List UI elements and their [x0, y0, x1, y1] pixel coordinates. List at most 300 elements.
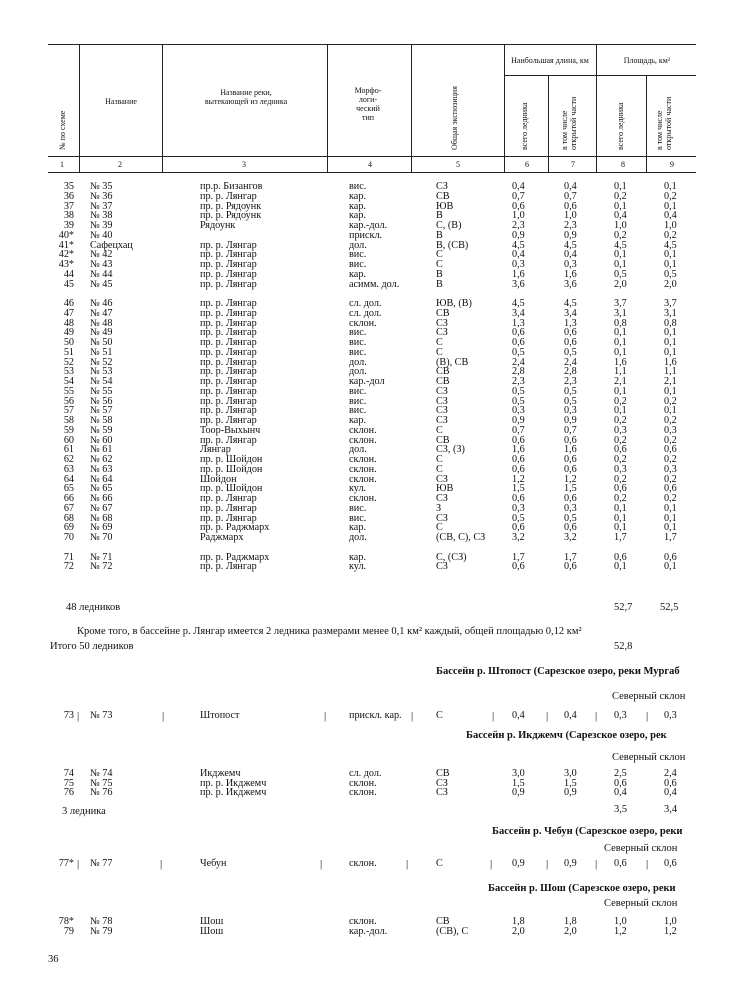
cell-number: 63	[63, 463, 74, 475]
cell-length-open: 0,5	[564, 395, 577, 407]
cell-exposure: С	[436, 858, 443, 869]
cell-name: № 67	[90, 502, 113, 514]
cell-length: 1,6	[512, 268, 525, 280]
cell-river: Тоор-Выхынч	[200, 424, 261, 436]
cell-area-open: 0,1	[664, 405, 677, 417]
cell-length: 3,2	[512, 532, 525, 543]
column-separator: |	[646, 858, 649, 870]
ikdzhemch-area: 3,5	[614, 804, 628, 815]
cell-exposure: С	[436, 454, 443, 465]
cell-type: асимм. дол.	[349, 278, 400, 290]
cell-area-open: 0,3	[664, 710, 677, 721]
cell-river: пр. р. Лянгар	[200, 249, 257, 261]
cell-area-open: 0,2	[664, 434, 677, 446]
cell-area: 0,1	[614, 249, 627, 261]
cell-type: вис.	[349, 181, 367, 192]
basin-title-shtopost: Бассейн р. Штопост (Сарезское озеро, реки Мургаб	[436, 666, 680, 677]
cell-river: пр. р. Рядоунк	[200, 200, 262, 212]
cell-area-open: 0,1	[664, 561, 677, 573]
cell-type: склон.	[349, 787, 377, 798]
cell-exposure: С	[436, 424, 443, 436]
cell-length-open: 0,3	[564, 502, 577, 514]
basin-title-shosh: Бассейн р. Шош (Сарезское озеро, реки	[488, 883, 676, 894]
cell-name: № 49	[90, 327, 113, 339]
cell-area-open: 0,5	[664, 268, 677, 280]
cell-name: № 60	[90, 434, 113, 446]
cell-river: пр. р. Лянгар	[200, 493, 257, 504]
cell-name: № 50	[90, 337, 113, 348]
cell-number: 75	[63, 777, 74, 789]
cell-area-open: 0,3	[664, 463, 677, 475]
cell-area: 0,1	[614, 327, 627, 339]
cell-type: прискл.	[349, 229, 383, 241]
cell-exposure: В, (СВ)	[436, 239, 469, 251]
cell-name: № 48	[90, 317, 113, 329]
cell-exposure: СЗ	[436, 327, 448, 339]
cell-length-open: 0,6	[564, 434, 577, 446]
cell-type: сл. дол.	[349, 307, 382, 319]
cell-type: вис.	[349, 346, 367, 358]
cell-river: пр. р. Шойдон	[200, 483, 263, 495]
cell-type: кул.	[349, 561, 367, 573]
cell-area-open: 0,2	[664, 493, 677, 504]
cell-number: 61	[63, 444, 74, 456]
cell-exposure: СЗ	[436, 473, 448, 485]
cell-river: Шош	[200, 916, 224, 927]
cell-number: 46	[63, 298, 74, 309]
cell-exposure: СЗ	[436, 181, 448, 192]
cell-length: 0,3	[512, 405, 525, 417]
cell-area-open: 1,1	[664, 366, 677, 378]
cell-length: 0,6	[512, 434, 525, 446]
cell-type: кар.	[349, 415, 366, 426]
cell-type: дол.	[349, 366, 367, 378]
cell-length-open: 0,4	[564, 181, 577, 192]
cell-number: 48	[63, 317, 74, 329]
cell-number: 35	[63, 181, 74, 192]
cell-area: 0,2	[614, 190, 627, 202]
cell-area: 3,1	[614, 307, 627, 319]
cell-name: № 36	[90, 190, 113, 202]
cell-length-open: 0,4	[564, 249, 577, 261]
cell-area: 0,2	[614, 415, 627, 426]
cell-number: 60	[63, 434, 74, 446]
cell-length-open: 4,5	[564, 239, 577, 251]
cell-exposure: В	[436, 229, 443, 241]
cell-length: 0,7	[512, 190, 525, 202]
cell-area: 0,1	[614, 346, 627, 358]
cell-name: № 69	[90, 522, 113, 534]
cell-area: 0,6	[614, 858, 627, 869]
cell-name: № 70	[90, 532, 113, 543]
cell-exposure: СЗ	[436, 405, 448, 417]
col-area-group-header: Площадь, км²	[623, 56, 671, 65]
cell-length: 1,5	[512, 777, 525, 789]
cell-type: склон.	[349, 454, 377, 465]
cell-length: 0,6	[512, 561, 525, 573]
cell-area-open: 0,8	[664, 317, 677, 329]
cell-length-open: 0,5	[564, 385, 577, 397]
cell-number: 68	[63, 512, 74, 524]
cell-length-open: 0,6	[564, 327, 577, 339]
cell-exposure: СВ	[436, 307, 450, 319]
cell-name: № 66	[90, 493, 113, 504]
cell-exposure: ЮВ	[436, 483, 454, 495]
cell-exposure: СВ	[436, 434, 450, 446]
cell-number: 53	[63, 366, 74, 378]
cell-length-open: 4,5	[564, 298, 577, 309]
final-area: 52,8	[614, 641, 633, 652]
cell-length-open: 0,7	[564, 424, 577, 436]
slope-label: Северный склон	[612, 752, 686, 763]
cell-length-open: 0,6	[564, 337, 577, 348]
cell-number: 56	[63, 395, 74, 407]
cell-river: пр. р. Раджмарх	[200, 551, 270, 563]
cell-number: 62	[63, 454, 74, 465]
cell-type: сл. дол.	[349, 768, 382, 779]
cell-area: 0,1	[614, 561, 627, 573]
cell-name: № 71	[90, 551, 113, 563]
cell-length: 1,6	[512, 444, 525, 456]
cell-area-open: 0,4	[664, 210, 677, 222]
column-separator: |	[320, 858, 323, 870]
cell-type: склон.	[349, 424, 377, 436]
cell-number: 69	[63, 522, 74, 534]
cell-area: 0,1	[614, 181, 627, 192]
col-morph-header: Морфо-логи-ческий тип	[354, 86, 382, 122]
cell-length-open: 1,3	[564, 317, 577, 329]
cell-number: 37	[63, 200, 74, 212]
cell-river: Лянгар	[200, 444, 231, 456]
cell-length: 1,8	[512, 916, 525, 927]
cell-area-open: 1,6	[664, 356, 677, 368]
cell-length-open: 0,6	[564, 561, 577, 573]
cell-name: № 68	[90, 512, 113, 524]
cell-area: 0,1	[614, 522, 627, 534]
cell-area: 0,2	[614, 493, 627, 504]
cell-number: 42*	[58, 249, 74, 261]
cell-river: Шош	[200, 925, 224, 937]
cell-area-open: 3,1	[664, 307, 677, 319]
cell-river: пр.р. Бизангов	[200, 181, 263, 192]
col-number-header: № по схеме	[58, 110, 67, 150]
cell-river: пр. р. Лянгар	[200, 327, 257, 339]
cell-length: 0,6	[512, 327, 525, 339]
cell-length: 0,6	[512, 463, 525, 475]
cell-river: пр. р. Лянгар	[200, 385, 257, 397]
cell-length: 1,5	[512, 483, 525, 495]
cell-length-open: 0,9	[564, 415, 577, 426]
cell-area-open: 0,2	[664, 190, 677, 202]
cell-area: 0,1	[614, 502, 627, 514]
col-length-group-header: Наибольшая длина, км	[511, 56, 589, 65]
cell-area-open: 0,3	[664, 424, 677, 436]
cell-area-open: 0,6	[664, 483, 677, 495]
cell-area-open: 4,5	[664, 239, 677, 251]
cell-length-open: 2,0	[564, 925, 577, 937]
cell-area: 0,1	[614, 512, 627, 524]
cell-length: 1,3	[512, 317, 525, 329]
cell-area-open: 2,1	[664, 376, 677, 387]
cell-type: кар.	[349, 522, 366, 534]
cell-length: 0,9	[512, 858, 525, 869]
cell-number: 79	[63, 925, 74, 937]
cell-river: пр. р. Лянгар	[200, 190, 257, 202]
cell-type: вис.	[349, 385, 367, 397]
col-exposure-header: Общая экспозиция	[450, 86, 459, 150]
cell-name: № 42	[90, 249, 113, 261]
cell-number: 57	[63, 405, 74, 417]
cell-name: № 59	[90, 424, 113, 436]
cell-exposure: СЗ, (З)	[436, 444, 465, 456]
cell-exposure: В	[436, 278, 443, 290]
cell-length: 2,4	[512, 356, 525, 368]
page-number: 36	[48, 954, 59, 965]
cell-exposure: С	[436, 337, 443, 348]
cell-river: пр. р. Лянгар	[200, 259, 257, 270]
cell-type: склон.	[349, 434, 377, 446]
cell-area: 2,1	[614, 376, 627, 387]
cell-area-open: 0,2	[664, 473, 677, 485]
total-area: 52,7	[614, 602, 633, 613]
cell-number: 36	[63, 190, 74, 202]
col-name-header: Название	[105, 97, 137, 106]
cell-name: № 78	[90, 916, 113, 927]
cell-river: пр. р. Лянгар	[200, 502, 257, 514]
cell-area: 1,7	[614, 532, 627, 543]
cell-length-open: 1,7	[564, 551, 577, 563]
cell-river: пр. р. Лянгар	[200, 561, 257, 573]
cell-area-open: 0,1	[664, 385, 677, 397]
cell-length-open: 2,4	[564, 356, 577, 368]
cell-length-open: 0,4	[564, 710, 577, 721]
cell-type: кул.	[349, 483, 367, 495]
cell-exposure: СВ	[436, 376, 450, 387]
cell-area-open: 3,7	[664, 298, 677, 309]
cell-area-open: 0,2	[664, 229, 677, 241]
cell-length-open: 1,5	[564, 483, 577, 495]
cell-length: 0,5	[512, 512, 525, 524]
cell-name: № 62	[90, 454, 113, 465]
cell-length: 2,8	[512, 366, 525, 378]
basin-title-chebun: Бассейн р. Чебун (Сарезское озеро, реки	[492, 826, 683, 837]
total-count: 48 ледников	[66, 602, 121, 613]
cell-name: Сафецхац	[90, 239, 133, 251]
cell-length-open: 1,2	[564, 473, 577, 485]
column-separator: |	[406, 858, 409, 870]
cell-name: № 63	[90, 463, 113, 475]
cell-number: 54	[63, 376, 74, 387]
cell-area: 0,1	[614, 405, 627, 417]
cell-length: 0,6	[512, 337, 525, 348]
column-separator: |	[595, 710, 598, 722]
cell-name: № 51	[90, 346, 113, 358]
column-separator: |	[324, 710, 327, 722]
cell-length: 4,5	[512, 239, 525, 251]
cell-area-open: 1,0	[664, 916, 677, 927]
cell-area: 0,4	[614, 787, 627, 798]
cell-type: кар.	[349, 268, 366, 280]
cell-river: Шойдон	[200, 473, 237, 485]
cell-area-open: 0,6	[664, 444, 677, 456]
cell-name: № 44	[90, 268, 113, 280]
cell-area: 0,3	[614, 424, 627, 436]
cell-name: № 53	[90, 366, 113, 378]
column-separator: |	[490, 858, 493, 870]
cell-river: пр. р. Лянгар	[200, 405, 257, 417]
cell-river: пр. р. Лянгар	[200, 317, 257, 329]
cell-exposure: СВ	[436, 190, 450, 202]
cell-area: 0,2	[614, 434, 627, 446]
cell-area-open: 0,1	[664, 259, 677, 270]
cell-number: 41*	[58, 239, 74, 251]
cell-number: 38	[63, 210, 74, 222]
cell-area: 0,1	[614, 259, 627, 270]
cell-number: 66	[63, 493, 74, 504]
cell-area-open: 0,1	[664, 249, 677, 261]
cell-area-open: 0,1	[664, 337, 677, 348]
cell-area-open: 0,1	[664, 346, 677, 358]
col-length-open-header: в том числе открытой части	[560, 96, 578, 150]
cell-length: 0,6	[512, 454, 525, 465]
cell-area: 0,3	[614, 710, 627, 721]
col-index: 3	[242, 160, 246, 169]
column-separator: |	[162, 710, 165, 722]
cell-length: 0,7	[512, 424, 525, 436]
cell-exposure: В	[436, 210, 443, 222]
column-separator: |	[77, 858, 80, 870]
cell-name: № 38	[90, 210, 113, 222]
cell-type: вис.	[349, 327, 367, 339]
cell-type: вис.	[349, 502, 367, 514]
col-length-total-header: всего ледника	[520, 102, 529, 150]
cell-exposure: СЗ	[436, 385, 448, 397]
cell-length: 0,4	[512, 249, 525, 261]
slope-label: Северный склон	[604, 843, 678, 854]
cell-number: 49	[63, 327, 74, 339]
ikdzhemch-open-area: 3,4	[664, 804, 678, 815]
cell-type: склон.	[349, 858, 377, 869]
cell-area: 0,6	[614, 551, 627, 563]
cell-length: 0,5	[512, 395, 525, 407]
cell-area-open: 0,1	[664, 512, 677, 524]
cell-name: № 72	[90, 561, 113, 573]
cell-type: сл. дол.	[349, 298, 382, 309]
cell-area-open: 1,2	[664, 925, 677, 937]
cell-exposure: СЗ	[436, 561, 448, 573]
cell-number: 51	[63, 346, 74, 358]
cell-length: 2,3	[512, 220, 525, 231]
cell-exposure: ЮВ	[436, 200, 454, 212]
cell-type: кар.	[349, 190, 366, 202]
cell-number: 70	[63, 532, 74, 543]
cell-area: 1,0	[614, 220, 627, 231]
cell-area-open: 0,2	[664, 395, 677, 407]
cell-type: вис.	[349, 249, 367, 261]
cell-area-open: 1,0	[664, 220, 677, 231]
cell-area: 0,1	[614, 385, 627, 397]
col-index: 5	[456, 160, 460, 169]
cell-type: склон.	[349, 463, 377, 475]
cell-name: № 39	[90, 220, 113, 231]
cell-exposure: СЗ	[436, 512, 448, 524]
cell-type: дол.	[349, 356, 367, 368]
cell-area: 3,7	[614, 298, 627, 309]
cell-area-open: 2,0	[664, 278, 677, 290]
cell-name: № 76	[90, 787, 113, 798]
cell-number: 44	[63, 268, 74, 280]
cell-name: № 47	[90, 307, 113, 319]
cell-exposure: С	[436, 522, 443, 534]
cell-exposure: С, (В)	[436, 220, 462, 231]
cell-type: прискл. кар.	[349, 710, 402, 721]
cell-length-open: 0,6	[564, 493, 577, 504]
cell-number: 72	[63, 561, 74, 573]
col-river-header: Название реки, вытекающей из ледника	[204, 88, 288, 106]
cell-length-open: 3,6	[564, 278, 577, 290]
cell-area-open: 0,1	[664, 502, 677, 514]
cell-river: Штопост	[200, 710, 240, 721]
cell-area: 1,6	[614, 356, 627, 368]
cell-length: 1,7	[512, 551, 525, 563]
cell-exposure: СЗ	[436, 787, 448, 798]
cell-name: № 75	[90, 777, 113, 789]
cell-number: 65	[63, 483, 74, 495]
cell-length: 3,4	[512, 307, 525, 319]
cell-area: 0,1	[614, 200, 627, 212]
cell-length-open: 1,6	[564, 268, 577, 280]
cell-length: 0,9	[512, 787, 525, 798]
cell-exposure: СВ	[436, 768, 450, 779]
cell-area: 0,3	[614, 463, 627, 475]
cell-number: 76	[63, 787, 74, 798]
cell-river: пр. р. Лянгар	[200, 395, 257, 407]
cell-area-open: 0,2	[664, 454, 677, 465]
cell-length-open: 1,8	[564, 916, 577, 927]
cell-area: 0,6	[614, 777, 627, 789]
cell-river: Раджмарх	[200, 532, 244, 543]
cell-length-open: 0,9	[564, 229, 577, 241]
cell-exposure: СЗ	[436, 493, 448, 504]
cell-exposure: (СВ), С	[436, 925, 469, 937]
cell-area: 0,4	[614, 210, 627, 222]
cell-name: № 52	[90, 356, 113, 368]
cell-length-open: 3,4	[564, 307, 577, 319]
cell-name: № 46	[90, 298, 113, 309]
cell-river: пр. р. Лянгар	[200, 278, 257, 290]
cell-exposure: С	[436, 463, 443, 475]
cell-length: 3,6	[512, 278, 525, 290]
cell-exposure: С	[436, 710, 443, 721]
cell-length: 0,9	[512, 229, 525, 241]
cell-river: пр. р. Лянгар	[200, 366, 257, 378]
cell-river: пр. р. Раджмарх	[200, 522, 270, 534]
cell-length-open: 0,6	[564, 200, 577, 212]
cell-river: Чебун	[200, 858, 227, 869]
cell-river: Икджемч	[200, 768, 241, 779]
cell-length: 2,0	[512, 925, 525, 937]
cell-exposure: СВ	[436, 366, 450, 378]
cell-type: дол.	[349, 444, 367, 456]
col-index: 6	[525, 160, 529, 169]
cell-exposure: В	[436, 268, 443, 280]
cell-area-open: 0,1	[664, 522, 677, 534]
cell-area: 2,5	[614, 768, 627, 779]
cell-number: 55	[63, 385, 74, 397]
cell-length-open: 0,9	[564, 858, 577, 869]
final-count: Итого 50 ледников	[50, 641, 134, 652]
cell-length-open: 0,6	[564, 454, 577, 465]
